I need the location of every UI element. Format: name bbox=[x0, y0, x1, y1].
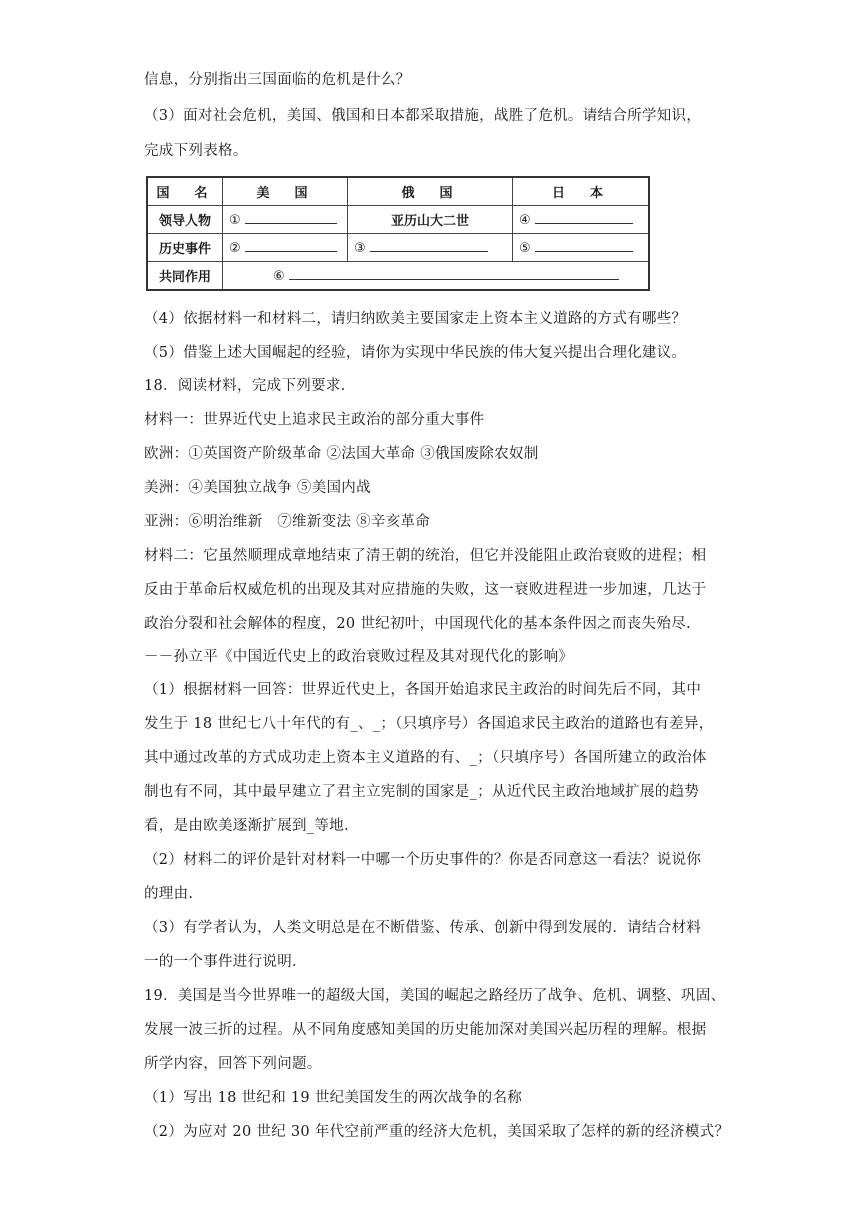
text-line: 反由于革命后权威危机的出现及其对应措施的失败，这一衰败进程进一步加速，几达于 bbox=[144, 582, 707, 598]
text-line: 制也有不同，其中最早建立了君主立宪制的国家是_；从近代民主政治地域扩展的趋势 bbox=[144, 784, 700, 800]
table-cell: ② bbox=[223, 234, 348, 262]
table-header-cell: 俄 国 bbox=[348, 177, 513, 206]
table-cell: ⑤ bbox=[513, 234, 650, 262]
text-line: 发展一波三折的过程。从不同角度感知美国的历史能加深对美国兴起历程的理解。根据 bbox=[144, 1022, 707, 1038]
table-row bbox=[147, 262, 649, 291]
text-line: 发生于 18 世纪七八十年代的有_、_；（只填序号）各国追求民主政治的道路也有差异， bbox=[144, 716, 714, 732]
text-line: 材料二：它虽然顺理成章地结束了清王朝的统治，但它并没能阻止政治衰败的进程；相 bbox=[144, 548, 707, 564]
text-line: （2）为应对 20 世纪 30 年代空前严重的经济大危机，美国采取了怎样的新的经济模式？ bbox=[144, 1124, 730, 1140]
text-line: 的理由. bbox=[144, 886, 194, 902]
table-cell: ① bbox=[223, 206, 348, 234]
text-line: 材料一：世界近代史上追求民主政治的部分重大事件 bbox=[144, 412, 485, 428]
table-row-label: 领导人物 bbox=[147, 206, 223, 234]
text-line: （3）有学者认为，人类文明总是在不断借鉴、传承、创新中得到发展的．请结合材料 bbox=[144, 920, 702, 936]
table-header-row bbox=[147, 177, 649, 206]
text-line: （4）依据材料一和材料二，请归纳欧美主要国家走上资本主义道路的方式有哪些？ bbox=[144, 311, 687, 327]
text-line: 政治分裂和社会解体的程度，20 世纪初叶，中国现代化的基本条件因之而丧失殆尽. bbox=[144, 616, 691, 632]
table-cell: 亚历山大二世 bbox=[348, 206, 513, 234]
text-line: （2）材料二的评价是针对材料一中哪一个历史事件的？你是否同意这一看法？说说你 bbox=[144, 852, 702, 868]
table-row-label: 共同作用 bbox=[147, 262, 223, 291]
table-header-cell: 国 名 bbox=[147, 177, 223, 206]
text-line: 亚洲：⑥明治维新 ⑦维新变法 ⑧辛亥革命 bbox=[144, 514, 431, 530]
text-line: （5）借鉴上述大国崛起的经验，请你为实现中华民族的伟大复兴提出合理化建议。 bbox=[144, 345, 687, 361]
text-line: －－孙立平《中国近代史上的政治衰败过程及其对现代化的影响》 bbox=[144, 649, 574, 665]
comparison-table bbox=[146, 176, 650, 291]
table-header-cell: 美 国 bbox=[223, 177, 348, 206]
text-line: 美洲：④美国独立战争 ⑤美国内战 bbox=[144, 480, 371, 496]
text-line: 所学内容，回答下列问题。 bbox=[144, 1056, 322, 1072]
text-line: 看，是由欧美逐渐扩展到_等地. bbox=[144, 818, 349, 834]
text-line: 完成下列表格。 bbox=[144, 143, 248, 159]
table-cell: ③ bbox=[348, 234, 513, 262]
table-cell: ④ bbox=[513, 206, 650, 234]
table-cell: ⑥ bbox=[223, 262, 650, 291]
table-row bbox=[147, 206, 649, 234]
table-row-label: 历史事件 bbox=[147, 234, 223, 262]
text-line: （3）面对社会危机，美国、俄国和日本都采取措施，战胜了危机。请结合所学知识， bbox=[144, 108, 702, 124]
text-line: 其中通过改革的方式成功走上资本主义道路的有、_；（只填序号）各国所建立的政治体 bbox=[144, 750, 707, 766]
text-line: （1）写出 18 世纪和 19 世纪美国发生的两次战争的名称 bbox=[144, 1090, 523, 1106]
table-header-cell: 日 本 bbox=[513, 177, 650, 206]
text-line: 欧洲：①英国资产阶级革命 ②法国大革命 ③俄国废除农奴制 bbox=[144, 446, 539, 462]
text-line: 信息，分别指出三国面临的危机是什么？ bbox=[144, 72, 411, 88]
text-line: 一的一个事件进行说明. bbox=[144, 954, 297, 970]
table-row bbox=[147, 234, 649, 262]
text-line: （1）根据材料一回答：世界近代史上，各国开始追求民主政治的时间先后不同，其中 bbox=[144, 682, 702, 698]
question-heading: 18．阅读材料，完成下列要求. bbox=[144, 378, 346, 394]
question-heading: 19．美国是当今世界唯一的超级大国，美国的崛起之路经历了战争、危机、调整、巩固、 bbox=[144, 988, 726, 1004]
